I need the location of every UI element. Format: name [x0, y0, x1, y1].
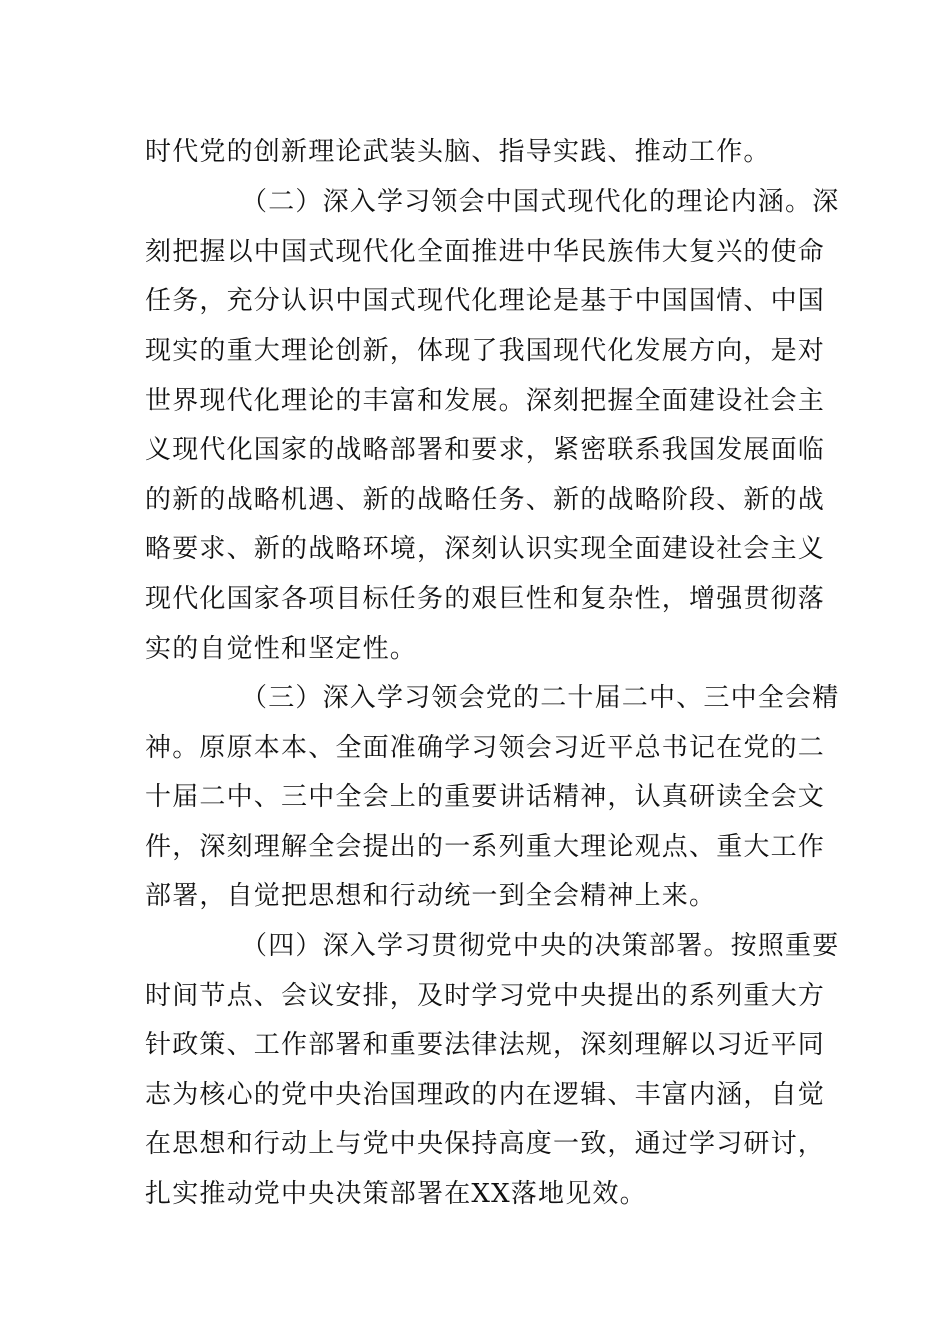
text-line: 现实的重大理论创新，体现了我国现代化发展方向，是对 — [145, 336, 826, 366]
text-line: 时间节点、会议安排，及时学习党中央提出的系列重大方 — [145, 981, 826, 1011]
text-line: 时代党的创新理论武装头脑、指导实践、推动工作。 — [145, 137, 771, 167]
text-line: 志为核心的党中央治国理政的内在逻辑、丰富内涵，自觉 — [145, 1080, 826, 1110]
text-line: 件，深刻理解全会提出的一系列重大理论观点、重大工作 — [145, 832, 826, 862]
text-line: 实的自觉性和坚定性。 — [145, 634, 418, 664]
text-line: 十届二中、三中全会上的重要讲话精神，认真研读全会文 — [145, 782, 826, 812]
text-line: 扎实推动党中央决策部署在XX落地见效。 — [145, 1179, 647, 1209]
section-heading-line: （二）深入学习领会中国式现代化的理论内涵。深 — [241, 187, 840, 217]
text-line: 现代化国家各项目标任务的艰巨性和复杂性，增强贯彻落 — [145, 584, 826, 614]
text-line: 在思想和行动上与党中央保持高度一致，通过学习研讨， — [145, 1129, 826, 1159]
section-heading-line: （四）深入学习贯彻党中央的决策部署。按照重要 — [241, 931, 840, 961]
section-heading-line: （三）深入学习领会党的二十届二中、三中全会精 — [241, 683, 840, 713]
text-line: 世界现代化理论的丰富和发展。深刻把握全面建设社会主 — [145, 386, 826, 416]
text-line: 义现代化国家的战略部署和要求，紧密联系我国发展面临 — [145, 435, 826, 465]
text-line: 针政策、工作部署和重要法律法规，深刻理解以习近平同 — [145, 1030, 826, 1060]
text-line: 任务，充分认识中国式现代化理论是基于中国国情、中国 — [145, 286, 826, 316]
text-line: 部署，自觉把思想和行动统一到全会精神上来。 — [145, 881, 717, 911]
text-line: 神。原原本本、全面准确学习领会习近平总书记在党的二 — [145, 733, 826, 763]
text-line: 刻把握以中国式现代化全面推进中华民族伟大复兴的使命 — [145, 237, 826, 267]
text-line: 的新的战略机遇、新的战略任务、新的战略阶段、新的战 — [145, 485, 826, 515]
text-line: 略要求、新的战略环境，深刻认识实现全面建设社会主义 — [145, 534, 826, 564]
